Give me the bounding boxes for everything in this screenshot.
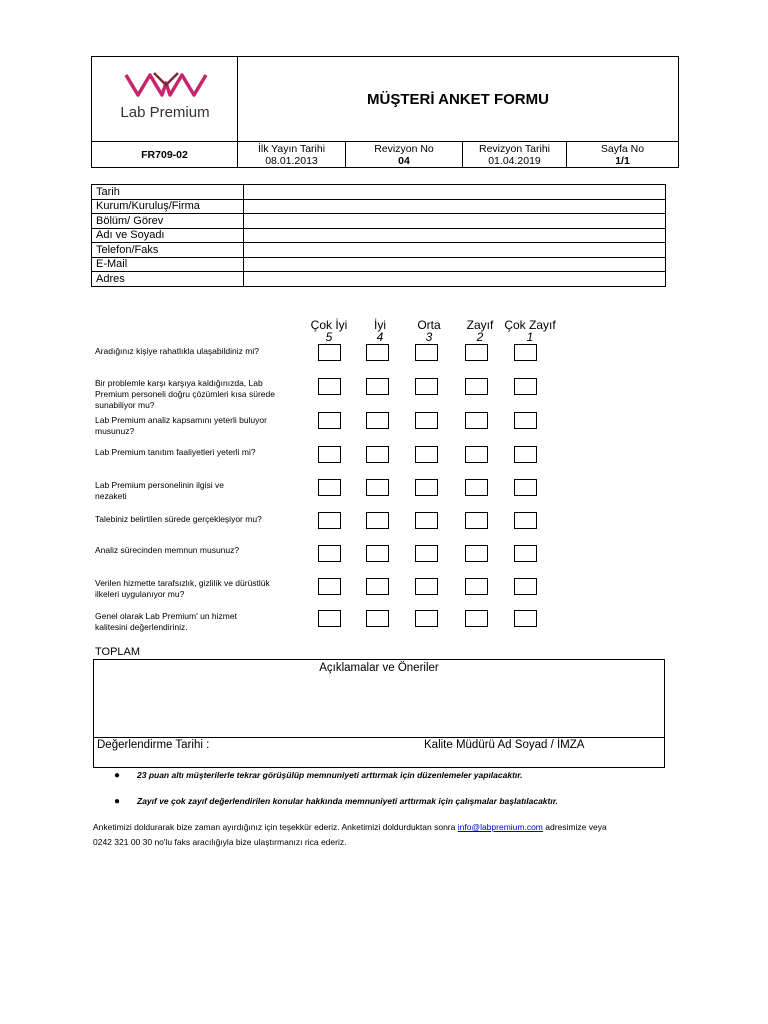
footer-text-before: Anketimizi doldurarak bize zaman ayırdığınız için teşekkür ederiz. Anketimizi doldurduktan sonra <box>93 822 458 832</box>
rating-label: Çok İyi <box>310 318 348 332</box>
rating-number: 1 <box>526 330 534 344</box>
rating-label: Zayıf <box>466 318 494 332</box>
info-label: Adres <box>92 272 244 287</box>
rating-checkbox[interactable] <box>366 610 389 627</box>
rev-no-label: Revizyon No <box>374 142 434 155</box>
logo-cell <box>92 57 238 141</box>
rating-checkbox[interactable] <box>465 378 488 395</box>
rating-checkbox[interactable] <box>415 412 438 429</box>
rev-date-label: Revizyon Tarihi <box>478 142 550 155</box>
rating-checkbox[interactable] <box>514 412 537 429</box>
rating-checkbox[interactable] <box>514 578 537 595</box>
rating-checkbox[interactable] <box>318 344 341 361</box>
rating-checkbox[interactable] <box>514 378 537 395</box>
note-text: Zayıf ve çok zayıf değerlendirilen konular hakkında memnuniyeti arttırmak için çalışmalar başlatılacaktır. <box>137 796 558 806</box>
info-value-field[interactable] <box>244 272 666 287</box>
footer-text <box>93 820 693 850</box>
rating-checkbox[interactable] <box>465 512 488 529</box>
rating-checkbox[interactable] <box>514 344 537 361</box>
document-header <box>91 56 679 168</box>
rating-number: 2 <box>476 330 484 344</box>
rev-no-cell <box>346 142 463 167</box>
rating-checkbox[interactable] <box>318 512 341 529</box>
rating-number: 4 <box>376 330 384 344</box>
rating-checkbox[interactable] <box>415 344 438 361</box>
rev-date-value: 01.04.2019 <box>488 154 541 167</box>
question-text: Lab Premium analiz kapsamını yeterli buluyor musunuz? <box>95 415 267 436</box>
info-row <box>92 272 666 287</box>
rating-header-2 <box>455 319 505 343</box>
rating-checkbox[interactable] <box>415 610 438 627</box>
bullet-icon: ● <box>114 770 121 781</box>
total-label: TOPLAM <box>95 646 141 658</box>
rev-no-value: 04 <box>398 154 410 167</box>
rating-checkbox[interactable] <box>465 578 488 595</box>
customer-info-table <box>91 184 666 287</box>
question-text: Bir problemle karşı karşıya kaldığınızda, Lab Premium personeli doğru çözümleri kısa sürede sunabiliyor mu? <box>95 378 275 410</box>
info-value-field[interactable] <box>244 243 666 258</box>
email-link[interactable]: info@labpremium.com <box>457 822 543 832</box>
bullet-icon: ● <box>114 796 121 807</box>
info-row <box>92 243 666 258</box>
note-text: 23 puan altı müşterilerle tekrar görüşülüp memnuniyeti arttırmak için düzenlemeler yapılacaktır. <box>137 770 523 780</box>
rating-header-1 <box>502 319 558 343</box>
info-row <box>92 228 666 243</box>
rating-checkbox[interactable] <box>465 545 488 562</box>
info-value-field[interactable] <box>244 228 666 243</box>
page-value: 1/1 <box>615 154 630 167</box>
rating-checkbox[interactable] <box>318 412 341 429</box>
comments-box <box>93 659 665 768</box>
rating-label: İyi <box>374 318 386 332</box>
rating-checkbox[interactable] <box>415 512 438 529</box>
rating-checkbox[interactable] <box>366 479 389 496</box>
rating-checkbox[interactable] <box>366 344 389 361</box>
rating-header-5 <box>304 319 354 343</box>
rating-checkbox[interactable] <box>514 479 537 496</box>
question-text: Lab Premium tanıtım faaliyetleri yeterli mi? <box>95 447 256 457</box>
first-pub-cell <box>238 142 346 167</box>
info-value-field[interactable] <box>244 214 666 229</box>
rating-checkbox[interactable] <box>465 344 488 361</box>
rating-checkbox[interactable] <box>514 545 537 562</box>
rating-checkbox[interactable] <box>318 545 341 562</box>
question-text: Analiz sürecinden memnun musunuz? <box>95 545 240 555</box>
rating-checkbox[interactable] <box>366 412 389 429</box>
info-label: Bölüm/ Görev <box>92 214 244 229</box>
header-meta-row <box>92 141 678 167</box>
rating-label: Çok Zayıf <box>504 318 556 332</box>
rating-checkbox[interactable] <box>514 610 537 627</box>
rating-checkbox[interactable] <box>415 545 438 562</box>
rating-checkbox[interactable] <box>366 545 389 562</box>
rating-header-4 <box>355 319 405 343</box>
rating-checkbox[interactable] <box>465 412 488 429</box>
logo-text: Lab Premium <box>120 104 210 121</box>
info-row <box>92 185 666 200</box>
page-no-cell <box>567 142 678 167</box>
rating-checkbox[interactable] <box>415 479 438 496</box>
rating-checkbox[interactable] <box>514 446 537 463</box>
rating-checkbox[interactable] <box>366 378 389 395</box>
eval-date-label: Değerlendirme Tarihi : <box>97 739 210 751</box>
rating-checkbox[interactable] <box>318 446 341 463</box>
rating-header-3 <box>404 319 454 343</box>
rating-checkbox[interactable] <box>366 446 389 463</box>
info-value-field[interactable] <box>244 257 666 272</box>
info-value-field[interactable] <box>244 185 666 200</box>
rating-checkbox[interactable] <box>465 446 488 463</box>
rating-checkbox[interactable] <box>415 446 438 463</box>
footer-text-after: adresimize veya <box>542 822 607 832</box>
question-text: Genel olarak Lab Premium' un hizmet kalitesini değerlendiriniz. <box>95 611 237 632</box>
rating-checkbox[interactable] <box>465 610 488 627</box>
comments-title: Açıklamalar ve Öneriler <box>319 662 439 674</box>
rating-checkbox[interactable] <box>318 610 341 627</box>
info-row <box>92 257 666 272</box>
comments-input-area[interactable] <box>94 676 664 736</box>
doc-code: FR709-02 <box>141 148 188 161</box>
rating-checkbox[interactable] <box>415 578 438 595</box>
first-pub-value: 08.01.2013 <box>265 154 318 167</box>
info-row <box>92 199 666 214</box>
doc-code-cell <box>92 142 238 167</box>
footer-line2: 0242 321 00 30 no'lu faks aracılığıyla bize ulaştırmanızı rica ederiz. <box>93 837 347 847</box>
lab-premium-logo-icon <box>124 69 208 101</box>
first-pub-label: İlk Yayın Tarihi <box>257 142 326 155</box>
question-text: Aradığınız kişiye rahatlıkla ulaşabildiniz mi? <box>95 346 259 356</box>
question-text: Lab Premium personelinin ilgisi ve nezaketi <box>95 480 224 501</box>
rating-label: Orta <box>417 318 441 332</box>
rating-checkbox[interactable] <box>415 378 438 395</box>
rating-number: 3 <box>425 330 433 344</box>
rating-checkbox[interactable] <box>318 378 341 395</box>
info-label: E-Mail <box>92 257 244 272</box>
question-text: Verilen hizmette tarafsızlık, gizlilik ve dürüstlük ilkeleri uygulanıyor mu? <box>95 578 270 599</box>
rev-date-cell <box>463 142 567 167</box>
rating-checkbox[interactable] <box>366 578 389 595</box>
rating-checkbox[interactable] <box>318 479 341 496</box>
rating-checkbox[interactable] <box>465 479 488 496</box>
rating-checkbox[interactable] <box>514 512 537 529</box>
info-label: Adı ve Soyadı <box>92 228 244 243</box>
rating-checkbox[interactable] <box>318 578 341 595</box>
info-label: Kurum/Kuruluş/Firma <box>92 199 244 214</box>
info-row <box>92 214 666 229</box>
info-label: Tarih <box>92 185 244 200</box>
info-label: Telefon/Faks <box>92 243 244 258</box>
form-title: MÜŞTERİ ANKET FORMU <box>367 90 549 108</box>
page-label: Sayfa No <box>600 142 645 155</box>
signature-label: Kalite Müdürü Ad Soyad / İMZA <box>424 739 585 751</box>
comments-divider <box>94 737 664 738</box>
question-text: Talebiniz belirtilen sürede gerçekleşiyor mu? <box>95 514 262 524</box>
rating-number: 5 <box>325 330 333 344</box>
rating-checkbox[interactable] <box>366 512 389 529</box>
info-value-field[interactable] <box>244 199 666 214</box>
